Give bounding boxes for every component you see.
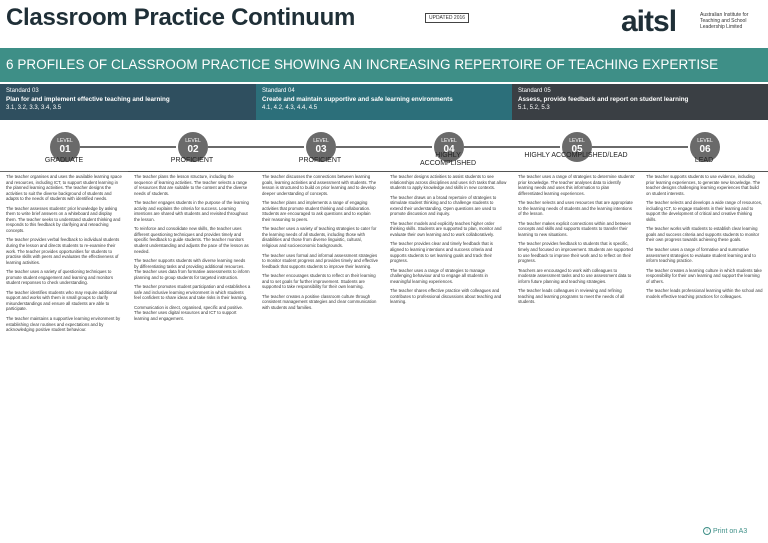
level-number: 05 [571,144,583,155]
practice-paragraph: The teacher designs activities to assist students to see relationships across disciplines and uses rich tasks that allow students to apply knowledge and skills in new contexts. [390,174,507,191]
practice-paragraph: The teacher uses a range of strategies to determine students' prior knowledge. The teacher analyses data to identify learning needs and uses this information to plan differentiated learning experiences. [518,174,635,196]
column-level-03 [256,171,384,535]
print-label: Print on A3 [713,527,748,535]
standard-codes: 5.1, 5.2, 5.3 [518,105,550,111]
practice-paragraph: The teacher selects and uses resources that are appropriate to the learning needs of students and the learning intentions of the lesson. [518,200,633,217]
practice-paragraph: The teacher identifies students who may require additional support and works with them in small groups to clarify misunderstandings and ensure all students are able to participate. [6,289,118,312]
level-name: HIGHLY ACCOMPLISHED/LEAD [524,152,628,159]
level-05 [512,120,640,170]
level-prefix: LEVEL [697,138,713,144]
standard-name: Plan for and implement effective teaching and learning [6,96,170,103]
level-number: 01 [59,144,71,155]
column-level-05 [512,171,640,535]
practice-paragraph: Teachers are encouraged to work with colleagues to moderate assessment tasks and to use assessment data to inform future planning and teaching strategies. [518,267,632,284]
page-title: Classroom Practice Continuum [6,4,356,31]
practice-paragraph: The teacher uses formal and informal assessment strategies to monitor student progress and provides timely and effective feedback that supports students to improve their learning. [262,252,378,269]
updated-badge: UPDATED 2016 [425,13,469,23]
level-prefix: LEVEL [313,138,329,144]
practice-paragraph: The teacher maintains a supportive learning environment by establishing clear routines and expectations and by acknowledging positive student behaviour. [6,316,121,333]
level-name: GRADUATE [44,157,84,164]
practice-paragraph: The teacher makes explicit connections within and between concepts and skills and supports students to transfer their learning to new situations. [518,220,632,237]
practice-columns [0,171,768,543]
standard-03 [0,84,256,120]
practice-paragraph: The teacher plans and implements a range of engaging activities that promote student thinking and collaboration. Students are encouraged to ask questions and to explain their reasoning to peers. [262,200,371,222]
practice-paragraph: The teacher provides feedback to students that is specific, timely and focused on improvement. Students are supported to use feedback to improve their work and to reflect on their progress. [518,241,633,264]
column-level-06 [640,171,768,535]
aitsl-logo: aitsl [621,5,677,38]
practice-paragraph: The teacher shares effective practice with colleagues and contributes to professional discussions about teaching and learning. [390,288,502,305]
practice-paragraph: The teacher leads colleagues in reviewing and refining teaching and learning programs to meet the needs of all students. [518,288,625,305]
column-level-02 [128,171,256,535]
practice-paragraph: The teacher selects and develops a wide range of resources, including ICT, to engage students in their learning and to support the development of critical and creative thinking skills. [646,200,763,222]
practice-paragraph: The teacher encourages students to reflect on their learning and to set goals for further improvement. Students are supported to take responsibility for their own learning. [262,273,376,290]
practice-paragraph: The teacher supports students to use evidence, including prior learning experiences, to generate new knowledge. The teacher designs challenging learning experiences that build on student interests. [646,174,761,196]
practice-paragraph: The teacher provides clear and timely feedback that is aligned to learning intentions and success criteria and supports students to set learning goals and track their progress. [390,241,493,264]
level-number: 03 [315,144,327,155]
standard-name: Assess, provide feedback and report on student learning [518,96,689,103]
practice-paragraph: The teacher promotes student participation and establishes a safe and inclusive learning environment in which students feel confident to share ideas and take risks in their learning. [134,284,251,301]
standard-name: Create and maintain supportive and safe learning environments [262,96,453,103]
standard-codes: 3.1, 3.2, 3.3, 3.4, 3.5 [6,105,62,111]
level-number: 04 [443,144,455,155]
practice-paragraph: The teacher uses a variety of questioning techniques to promote student engagement and learning and monitors student responses to check understanding. [6,269,114,286]
level-name: HIGHLY ACCOMPLISHED [419,152,476,167]
level-number: 02 [187,144,199,155]
level-number: 06 [699,144,711,155]
practice-paragraph: The teacher leads professional learning within the school and models effective teaching practices for colleagues. [646,288,763,299]
practice-paragraph: The teacher uses a range of strategies to manage challenging behaviour and to engage all students in meaningful learning experiences. [390,267,488,284]
level-prefix: LEVEL [185,138,201,144]
info-icon: i [703,527,711,535]
level-prefix: LEVEL [569,138,585,144]
standard-codes: 4.1, 4.2, 4.3, 4.4, 4.5 [262,105,318,111]
practice-paragraph: The teacher organises and uses the available learning space and resources, including ICT, to support student learning in the planned learning activities. The teacher designs the activities to suit the diverse background of students and adapts to the needs of students with identified needs. [6,174,122,202]
practice-paragraph: The teacher supports students with diverse learning needs by differentiating tasks and providing additional resources. The teacher uses data from formative assessments to inform planning and to group students for targeted instruction. [134,258,250,280]
practice-paragraph: The teacher provides verbal feedback to individual students during the lesson and directs students to re-examine their work. The teacher provides opportunities for students to practise skills with peers and evaluates the effectiveness of learning activities. [6,237,120,265]
practice-paragraph: The teacher plans the lesson structure, including the sequence of learning activities. The teacher selects a range of resources that are suitable to the content and the diverse needs of students. [134,174,248,196]
level-name: PROFICIENT [170,157,214,164]
practice-paragraph: The teacher uses a variety of teaching strategies to cater for the learning needs of all students, including those with disabilities and those from diverse linguistic, cultural, religious and socioeconomic backgrounds. [262,226,377,249]
profiles-banner [0,48,768,82]
print-note [703,527,747,535]
practice-paragraph: The teacher discusses the connections between learning goals, learning activities and assessment with students. The lesson is structured to build on prior learning and to develop deeper understanding of concepts. [262,174,377,196]
standard-number: Standard 05 [518,88,551,94]
practice-paragraph: The teacher uses a range of formative and summative assessment strategies to evaluate student learning and to inform teaching practice. [646,247,756,264]
header [0,0,768,48]
standard-number: Standard 03 [6,88,39,94]
level-name: PROFICIENT [298,157,342,164]
practice-paragraph: To reinforce and consolidate new skills, the teacher uses different questioning techniques and provides timely and specific feedback to guide students. The teacher monitors student understanding and adjusts the pace of the lesson as needed. [134,226,249,254]
practice-paragraph: The teacher draws on a broad repertoire of strategies to stimulate student thinking and to challenge students to extend their understanding. Open questions are used to promote discussion and inquiry. [390,194,497,217]
practice-paragraph: The teacher assesses students' prior knowledge by asking them to write brief answers on a whiteboard and display them. The teacher seeks to understand student thinking and responds to this feedback by clarifying and reteaching concepts. [6,205,121,233]
practice-paragraph: The teacher works with students to establish clear learning goals and success criteria and supports students to monitor their own progress towards achieving these goals. [646,226,760,243]
logo-subtitle: Australian Institute for Teaching and School Leadership Limited [700,12,749,30]
level-prefix: LEVEL [57,138,73,144]
banner-text: 6 PROFILES OF CLASSROOM PRACTICE SHOWING AN INCREASING REPERTOIRE OF TEACHING EXPERTISE [6,57,719,72]
level-name: LEAD [694,157,714,164]
practice-paragraph: The teacher creates a positive classroom culture through consistent management strategies and clear communication with students and families. [262,293,377,310]
standard-05 [512,84,768,120]
practice-paragraph: Communication is direct, organised, specific and positive. The teacher uses digital resources and ICT to support learning and engagement. [134,304,244,322]
practice-paragraph: The teacher models and explicitly teaches higher order thinking skills. Students are supported to plan, monitor and evaluate their own learning and to work collaboratively. [390,220,502,237]
standard-04 [256,84,512,120]
standard-number: Standard 04 [262,88,295,94]
column-level-04 [384,171,512,535]
column-level-01 [0,171,128,535]
level-prefix: LEVEL [441,138,457,144]
practice-paragraph: The teacher engages students in the purpose of the learning activity and explains the criteria for success. Learning intentions are shared with students and revisited throughout the lesson. [134,200,249,222]
practice-paragraph: The teacher creates a learning culture in which students take responsibility for their own learning and support the learning of others. [646,267,762,284]
